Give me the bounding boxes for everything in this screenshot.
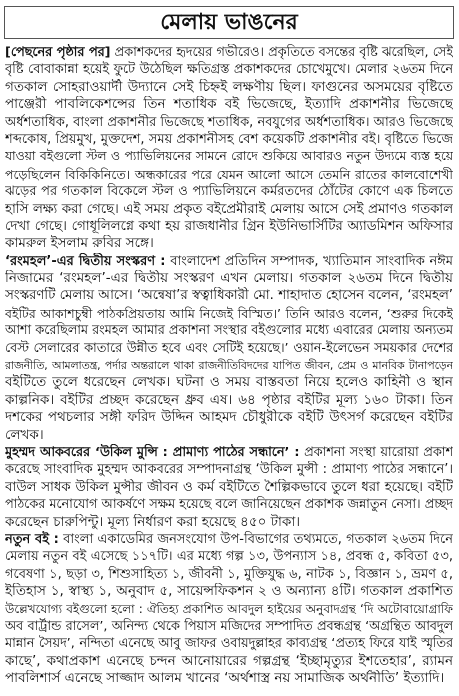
text-line [5,322,453,339]
headline: মেলায় ভাঙনের [160,9,298,35]
text-line [5,305,453,322]
line-text: বাংলা একাডেমির জনসংযোগ উপ-বিভাগের তথ্যমতে, গতকাল ২৬তম দিনে [63,531,453,547]
text-line [5,253,453,270]
line-text: বইটির আকাশচুম্বী পাঠকপ্রিয়তায় আমি নিজেই বিস্মিত।’ তিনি আরও বলেন, ‘শুরুর দিকেই [5,305,453,321]
article-body [5,44,453,687]
text-line [5,44,453,61]
text-line [5,131,453,148]
text-line [5,114,453,131]
text-line [5,183,453,200]
text-line [5,479,453,496]
line-text: দেখা গেছে। গোধূলিলগ্নে কথা হয় রাজধানীর গ্রিন ইউনিভার্সিটির অ্যাডমিশন অফিসার [5,218,453,234]
line-text: উল্লেখযোগ্য বইগুলো হলো : ঐতিহ্য প্রকাশিত আবদুল হাইয়ের অনুবাদগ্রন্থ ‘দি অটোবায়োগ্রাফি [5,601,453,616]
line-text: ঝড়ের পর গতকাল বিকেলে স্টল ও প্যাভিলিয়নে কর্মরতদের ঠোঁটের কোণে এক চিলতে [5,184,453,200]
line-text: কাল্পনিক। বইটির প্রচ্ছদ করেছেন ধ্রুব এষ। ৬৪ পৃষ্ঠার বইটির মূল্য ১৬০ টাকা। তিন [5,391,453,408]
text-line [5,635,453,652]
paragraph [5,444,453,531]
line-text: লেখক। [5,426,44,443]
text-line [5,201,453,218]
paragraph [5,531,453,688]
text-line [5,61,453,78]
line-text: আশা করেছিলাম রংমহল আমার প্রকাশনা সংস্থার বইগুলোর মধ্যে এবারের মেলায় অন্যতম [5,323,453,339]
text-line [5,548,453,565]
paragraph-lead-in: নতুন বই : [5,531,59,547]
text-line [5,79,453,96]
line-text: শব্দকোষ, প্রিয়মুখ, মুক্তদেশ, সময় প্রকাশনীসহ বেশ কয়েকটি প্রকাশনীর বই। বৃষ্টিতে ভিজে [5,131,453,147]
line-text: পাঞ্জেরী পাবলিকেশন্সের তিন শতাধিক বই ভিজেছে, ইত্যাদি প্রকাশনীর ভিজেছে [5,96,453,113]
line-text: মেলায় নতুন বই এসেছে ১১৭টি। এর মধ্যে গল্প ১৩, উপন্যাস ১৪, প্রবন্ধ ৫, কবিতা ৫৩, [5,549,453,565]
paragraph [5,44,453,253]
text-line [5,427,453,444]
line-text: দশকের পথচলার সঙ্গী ফরিদ উদ্দিন আহমদ চৌধুরীকে বইটি উৎসর্গ করেছেন বইটির [5,409,453,426]
text-line [5,653,453,670]
paragraph [5,253,453,444]
text-line [5,287,453,304]
text-line [5,218,453,235]
line-text: নিজামের ‘রংমহল’-এর দ্বিতীয় সংস্করণ এখন মেলায়। গতকাল ২৬তম দিনে দ্বিতীয় [5,270,453,287]
line-text: হাসি লক্ষ্য করা গেছে। এই সময় প্রকৃত বইপ্রেমীরাই মেলায় আসে সেই প্রমাণও গতকাল [5,201,453,217]
line-text: কামরুল ইসলাম রুবির সঙ্গে। [5,235,154,252]
line-text: বাউল সাধক উকিল মুন্সীর জীবন ও কর্ম বইটিতে শৈল্পিকভাবে তুলে ধরা হয়েছে। বইটি [5,479,453,495]
text-line [5,583,453,600]
line-text: কাছে’, কথাপ্রকাশ এনেছে চন্দন আনোয়ারের গল্পগ্রন্থ ‘ইচ্ছামৃত্যুর ইশতেহার’, র‍্যামন [5,652,453,669]
text-line [5,496,453,513]
line-text: মান্নান সৈয়দ’, নন্দিতা এনেছে আবু জাফর ওবায়দুল্লাহর কাব্যগ্রন্থ ‘প্রত্যহ ফিরে যাই স্মৃতির [5,636,453,652]
text-line [5,96,453,113]
line-text: বাংলাদেশ প্রতিদিন সম্পাদক, খ্যাতিমান সাংবাদিক নঈম [170,253,453,269]
text-line [5,461,453,478]
line-text: গতকাল সোহরাওয়ার্দী উদ্যানে সেই চিহ্নই লক্ষণীয় ছিল। ফাগুনের অসময়ের বৃষ্টিতে [5,78,453,95]
line-text: রাজনীতি, আমলাতন্ত্র, পর্দার অন্তরালে থাকা রাজনীতিবিদদের যাপিত জীবন, প্রেম ও মানবিক টানাপড়েন [5,359,453,373]
text-line [5,409,453,426]
text-line [5,601,453,618]
paragraph-lead-in: [পেছনের পৃষ্ঠার পর] [5,45,111,60]
line-text: যাওয়া বইগুলো স্টল ও প্যাভিলিয়নের সামনে রোদে শুকিয়ে আবারও নতুন উদ্যমে ব্যস্ত হয়ে [5,149,453,164]
line-text: পাঠকের মনোযোগ আকর্ষণে সক্ষম হয়েছে বলে জানিয়েছেন প্রকাশক জন্নাতুন নেসা। প্রচ্ছদ [5,497,453,513]
line-text: বৃষ্টি বোবাকান্না হয়েই ফুটে উঠেছিল ক্ষতিগ্রস্ত প্রকাশকদের চোখেমুখে। মেলার ২৬তম দিনে [5,62,453,78]
line-text: প্রকাশনা সংস্থা য়ারোয়া প্রকাশ [304,444,453,460]
text-line [5,444,453,461]
line-text: প্রকাশকদের হৃদয়ের গভীরেও। প্রকৃতিতে বসন্তের বৃষ্টি ঝরেছিল, সেই [114,45,453,60]
text-line [5,235,453,252]
line-text: করেছে সাংবাদিক মুহম্মদ আকবরের সম্পাদনাগ্রন্থ ‘উকিল মুন্সী : প্রামাণ্য পাঠের সন্ধানে’। [5,462,453,478]
line-text: অব বার্ট্রান্ড রাসেল’, অনিন্দ্য থেকে পিয়াস মজিদের সম্পাদিত প্রবন্ধগ্রন্থ ‘অগ্রন্থিত আবদুল [5,618,453,634]
line-text: বইটিতে তুলে ধরেছেন লেখক। ঘটনা ও সময় বাস্তবতা নিয়ে হলেও কাহিনী ও স্থান [5,374,453,391]
line-text: ইতিহাস ১, স্বাস্থ্য ১, অনুবাদ ৫, সায়েন্সফিকশন ২ ও অন্যান্য ৪টি। গতকাল প্রকাশিত [5,583,453,600]
headline-box [4,6,454,39]
paragraph-lead-in: ‘রংমহল’-এর দ্বিতীয় সংস্করণ : [5,253,166,269]
line-text: সংস্করণটি মেলায় আসে। ‘অন্বেষা’র স্বত্বাধিকারী মো. শাহাদাত হোসেন বলেন, ‘রংমহল’ [5,288,453,304]
paragraph-lead-in: মুহম্মদ আকবরের ‘উকিল মুন্সি : প্রামাণ্য পাঠের সন্ধানে’ : [5,444,300,460]
text-line [5,392,453,409]
text-line [5,270,453,287]
text-line [5,531,453,548]
text-line [5,514,453,531]
line-text: পাবলিশার্স এনেছে সাজ্জাদ আলম খানের ‘অর্থশাস্ত্র নয় সামাজিক অর্থনীতি’ ইত্যাদি। [5,670,445,687]
line-text: গবেষণা ১, ছড়া ৩, শিশুসাহিত্য ১, জীবনী ১, মুক্তিযুদ্ধ ৬, নাটক ১, বিজ্ঞান ১, ভ্রমণ ৫, [5,566,453,582]
text-line [5,340,453,357]
line-text: অর্ধশতাধিক, বাংলা প্রকাশনীর ভিজেছে শতাধিক, নবযুগের অর্ধশতাধিক। আরও ভিজেছে [5,114,453,130]
line-text: করেছেন চারুপিন্টু। মূল্য নির্ধারণ করা হয়েছে ৪৫০ টাকা। [5,513,301,530]
text-line [5,670,453,687]
line-text: বেস্ট সেলারের কাতারে উন্নীত হবে এবং সেটিই হয়েছে।’ ওয়ান-ইলেভেন সময়কার দেশের [5,340,453,356]
text-line [5,618,453,635]
text-line [5,148,453,165]
text-line [5,166,453,183]
line-text: পড়েছিলেন বিকিকিনিতে। অন্ধকারের পরে যেমন আলো আসে তেমনি রাতের কালবোশেখী [5,166,453,182]
text-line [5,566,453,583]
text-line [5,357,453,374]
text-line [5,374,453,391]
